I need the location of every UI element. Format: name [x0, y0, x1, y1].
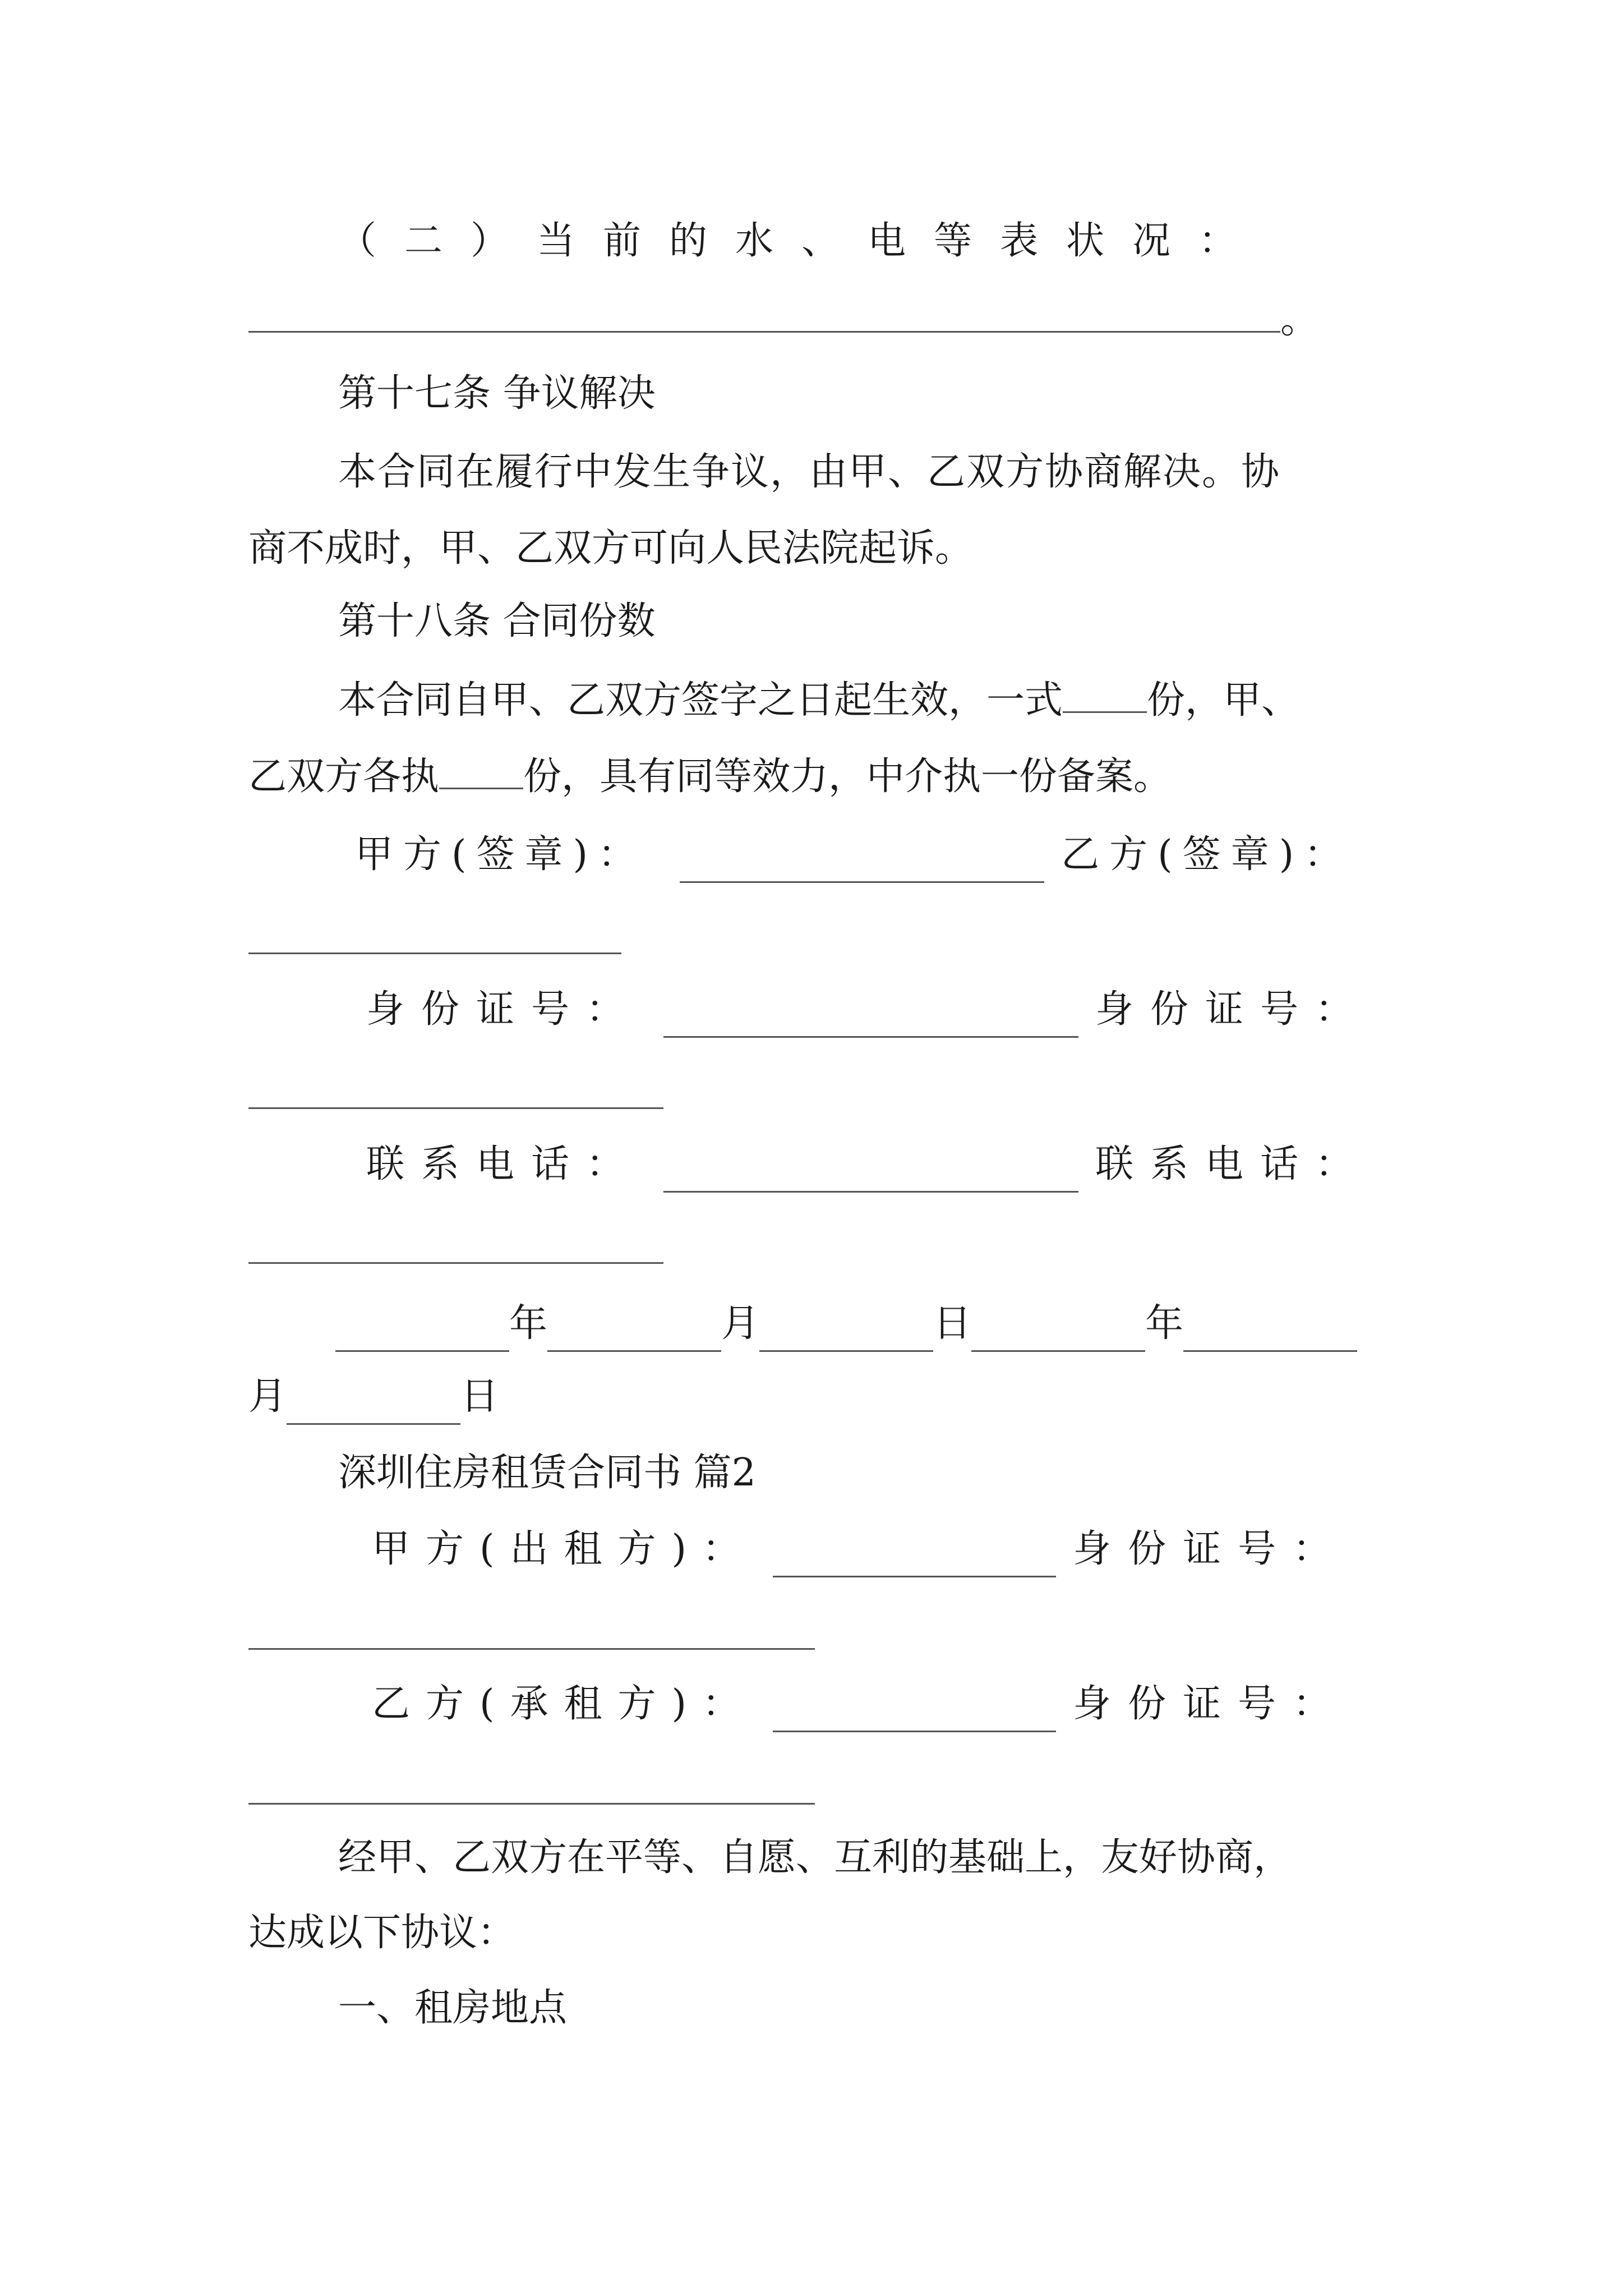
- party-a-sign-blank[interactable]: [680, 842, 1044, 883]
- article-18-para-line1: [248, 672, 1381, 728]
- copies-each-text-b: 份，具有同等效力，中介执一份备案。: [523, 754, 1172, 799]
- copies-text-b: 份，甲、: [1147, 678, 1300, 723]
- article-17-para-line1: 本合同在履行中发生争议，由甲、乙双方协商解决。协: [338, 450, 1281, 494]
- agreement-para-line2: 达成以下协议：: [248, 1911, 516, 1955]
- meter-blank-line: [248, 292, 1381, 348]
- party-b-id-label: 身份证号：: [1095, 987, 1371, 1032]
- item-1-title: 一、租房地点: [338, 1986, 568, 2030]
- month-label-a: 月: [721, 1301, 760, 1346]
- phone-row: [248, 1137, 1381, 1193]
- id-number-row: [248, 982, 1381, 1038]
- year-label-b: 年: [1145, 1301, 1184, 1346]
- party-b-day-blank[interactable]: [287, 1384, 460, 1425]
- article-18-para-line2: [248, 748, 1381, 804]
- date-row-2: [248, 1369, 1381, 1425]
- meter-blank[interactable]: [248, 292, 1280, 333]
- copies-text-a: 本合同自甲、乙双方签字之日起生效，一式: [338, 678, 1063, 723]
- month-label-b: 月: [248, 1374, 287, 1419]
- lessee-row: [248, 1676, 1381, 1732]
- party-a-phone-blank[interactable]: [663, 1152, 1078, 1193]
- lessor-row: [248, 1521, 1381, 1577]
- copies-each-text-a: 乙双方各执: [248, 754, 440, 799]
- party-b-sign-label: 乙方(签章)：: [1061, 832, 1353, 877]
- lessee-id-blank[interactable]: [248, 1803, 815, 1805]
- signature-row: [248, 827, 1381, 883]
- party-b-month-blank-a[interactable]: [1183, 1311, 1357, 1352]
- party-b-sign-blank[interactable]: [248, 953, 621, 954]
- agreement-para-line1: 经甲、乙双方在平等、自愿、互利的基础上，友好协商，: [338, 1835, 1292, 1880]
- article-18-title: 第十八条 合同份数: [338, 599, 656, 643]
- copies-total-blank[interactable]: [1063, 672, 1147, 713]
- lessor-name-blank[interactable]: [773, 1536, 1056, 1577]
- article-17-para-line2: 商不成时，甲、乙双方可向人民法院起诉。: [248, 526, 974, 570]
- party-a-day-blank[interactable]: [759, 1311, 933, 1352]
- party-a-month-blank[interactable]: [547, 1311, 721, 1352]
- party-a-sign-label: 甲方(签章)：: [355, 832, 647, 877]
- meter-end-mark: 。: [1280, 298, 1319, 342]
- date-row: [248, 1296, 1381, 1352]
- party-b-id-blank[interactable]: [248, 1107, 663, 1109]
- article-17-title: 第十七条 争议解决: [338, 371, 656, 416]
- section-title: 深圳住房租赁合同书 篇2: [338, 1451, 756, 1495]
- meter-status-text: （二）当前的水、电等表状况：: [338, 219, 1265, 263]
- party-b-phone-blank[interactable]: [248, 1262, 663, 1264]
- meter-status-line: [248, 213, 1381, 269]
- lessor-id-blank[interactable]: [248, 1648, 815, 1650]
- copies-each-blank[interactable]: [439, 748, 523, 789]
- lessor-id-label: 身份证号：: [1073, 1527, 1348, 1571]
- party-a-id-label: 身份证号：: [366, 987, 642, 1032]
- party-b-year-blank[interactable]: [971, 1311, 1145, 1352]
- day-label-a: 日: [933, 1301, 972, 1346]
- party-a-year-blank[interactable]: [335, 1311, 509, 1352]
- party-b-phone-label: 联系电话：: [1095, 1142, 1371, 1186]
- party-a-phone-label: 联系电话：: [366, 1142, 642, 1186]
- lessee-label: 乙方(承租方)：: [372, 1682, 757, 1726]
- lessee-name-blank[interactable]: [773, 1691, 1056, 1732]
- lessor-label: 甲方(出租方)：: [372, 1527, 757, 1571]
- party-a-id-blank[interactable]: [663, 997, 1078, 1038]
- year-label-a: 年: [509, 1301, 548, 1346]
- lessee-id-label: 身份证号：: [1073, 1682, 1348, 1726]
- day-label-b: 日: [460, 1374, 499, 1419]
